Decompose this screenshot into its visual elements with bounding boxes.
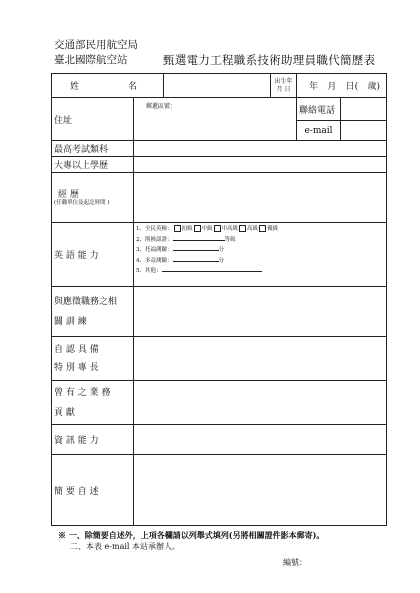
contribution-field[interactable] bbox=[134, 381, 387, 425]
email-label-cell bbox=[297, 121, 341, 141]
bio-label-cell bbox=[52, 455, 134, 526]
address-label: 住址 bbox=[54, 115, 73, 126]
email-label: e-mail bbox=[304, 125, 333, 136]
contribution-label-2: 貢 獻 bbox=[54, 407, 75, 418]
lang-toefl-suffix: 分 bbox=[218, 247, 225, 253]
training-label-cell bbox=[52, 287, 134, 337]
training-label-2: 關 訓 練 bbox=[54, 316, 87, 327]
phone-field[interactable] bbox=[341, 98, 387, 121]
experience-label-cell bbox=[52, 173, 134, 223]
lang-line-2 bbox=[136, 234, 384, 245]
serial-number-label: 編號： bbox=[283, 558, 307, 567]
organization-header bbox=[54, 38, 138, 68]
language-label: 英 語 能 力 bbox=[54, 251, 99, 261]
name-label-2: 名 bbox=[127, 82, 137, 92]
name-label-1: 姓 bbox=[70, 82, 80, 92]
education-row bbox=[52, 141, 387, 157]
it-row bbox=[52, 425, 387, 455]
lang-line-5 bbox=[136, 265, 384, 276]
lang-other-field[interactable] bbox=[162, 265, 262, 272]
skills-label-cell bbox=[52, 337, 134, 381]
address-row-1 bbox=[52, 98, 387, 121]
notes bbox=[58, 530, 324, 552]
experience-row bbox=[52, 173, 387, 223]
lang-gept-label: 1、全民英檢： bbox=[136, 226, 173, 232]
lang-line-1 bbox=[136, 225, 384, 234]
phone-label: 聯絡電話 bbox=[299, 105, 336, 116]
phone-label-cell bbox=[297, 98, 341, 121]
experience-field[interactable] bbox=[134, 173, 387, 223]
skills-label-1: 自 認 具 備 bbox=[54, 344, 99, 355]
checkbox-high-intermediate[interactable] bbox=[214, 225, 221, 232]
lang-line-3 bbox=[136, 244, 384, 255]
language-field bbox=[134, 223, 387, 287]
org-line-2: 臺北國際航空站 bbox=[54, 54, 128, 66]
skills-label-2: 特 別 專 長 bbox=[54, 362, 99, 373]
experience-note: (任職單位及起訖時間 ) bbox=[54, 200, 110, 207]
lang-option-advanced: 高級 bbox=[247, 226, 259, 232]
contribution-row bbox=[52, 381, 387, 425]
lang-toefl-field[interactable] bbox=[173, 244, 219, 251]
checkbox-elementary[interactable] bbox=[174, 225, 181, 232]
postal-code-label: 郵遞區號： bbox=[146, 103, 177, 110]
language-label-cell bbox=[52, 223, 134, 287]
birth-month-label: 月 bbox=[327, 82, 337, 92]
email-field[interactable] bbox=[341, 121, 387, 141]
lang-option-high-intermediate: 中高級 bbox=[221, 226, 239, 232]
lang-line-4 bbox=[136, 255, 384, 266]
college-label: 大專以上學歷 bbox=[54, 161, 109, 171]
education-label-cell bbox=[52, 141, 134, 157]
lang-toeic-label: 4、多益測驗： bbox=[136, 257, 173, 264]
birth-label-2: 月 日 bbox=[276, 85, 291, 93]
checkbox-intermediate[interactable] bbox=[194, 225, 201, 232]
bio-row bbox=[52, 455, 387, 526]
bio-field[interactable] bbox=[134, 455, 387, 526]
skills-row bbox=[52, 337, 387, 381]
org-line-1: 交通部民用航空局 bbox=[54, 39, 138, 51]
name-field[interactable] bbox=[164, 74, 271, 98]
lang-cambridge-field[interactable] bbox=[173, 234, 225, 241]
language-row bbox=[52, 223, 387, 287]
experience-label: 經 歷 bbox=[58, 190, 79, 201]
training-field[interactable] bbox=[134, 287, 387, 337]
it-label-cell bbox=[52, 425, 134, 455]
checkbox-advanced[interactable] bbox=[239, 225, 246, 232]
lang-toeic-suffix: 分 bbox=[218, 257, 225, 264]
note-2: 二、本表 e-mail 本站承辦人。 bbox=[70, 542, 180, 551]
bio-label: 簡 要 自 述 bbox=[54, 486, 99, 497]
birth-year-label: 年 bbox=[309, 82, 319, 92]
it-label: 資 訊 能 力 bbox=[54, 436, 99, 446]
college-row bbox=[52, 157, 387, 173]
training-label-1: 與應徵職務之相 bbox=[54, 296, 118, 307]
name-label-cell bbox=[52, 74, 164, 98]
birth-day-label: 日( bbox=[345, 82, 359, 92]
birth-age-label: 歲) bbox=[367, 82, 380, 92]
training-row bbox=[52, 287, 387, 337]
education-label: 最高考試類科 bbox=[54, 145, 109, 155]
address-label-cell bbox=[52, 98, 134, 141]
contribution-label-cell bbox=[52, 381, 134, 425]
birth-label-1: 出生年 bbox=[274, 77, 293, 85]
lang-cambridge-label: 2、削換認證： bbox=[136, 236, 173, 243]
lang-cambridge-suffix: 等級 bbox=[224, 236, 236, 243]
college-label-cell bbox=[52, 157, 134, 173]
skills-field[interactable] bbox=[134, 337, 387, 381]
college-field[interactable] bbox=[134, 157, 387, 173]
resume-form-table bbox=[51, 73, 387, 526]
lang-option-intermediate: 中級 bbox=[201, 226, 213, 232]
birth-label-cell bbox=[271, 74, 297, 98]
lang-other-label: 5、其他： bbox=[136, 268, 162, 274]
lang-option-elementary: 初級 bbox=[181, 226, 193, 232]
lang-option-superior: 優級 bbox=[267, 226, 279, 232]
checkbox-superior[interactable] bbox=[259, 225, 266, 232]
education-field[interactable] bbox=[134, 141, 387, 157]
name-row bbox=[52, 74, 387, 98]
it-field[interactable] bbox=[134, 425, 387, 455]
birth-date-field[interactable] bbox=[297, 74, 387, 98]
lang-toeic-field[interactable] bbox=[173, 255, 219, 262]
form-title: 甄選電力工程職系技術助理員職代簡歷表 bbox=[163, 53, 376, 67]
note-1: ※ 一、除簡要自述外，上項各欄請以列舉式填列(另將相關證件影本郵寄)。 bbox=[58, 530, 325, 540]
lang-toefl-label: 3、托福測驗： bbox=[136, 247, 173, 253]
contribution-label-1: 曾 有 之 業 務 bbox=[54, 387, 111, 398]
address-field[interactable] bbox=[134, 98, 297, 141]
